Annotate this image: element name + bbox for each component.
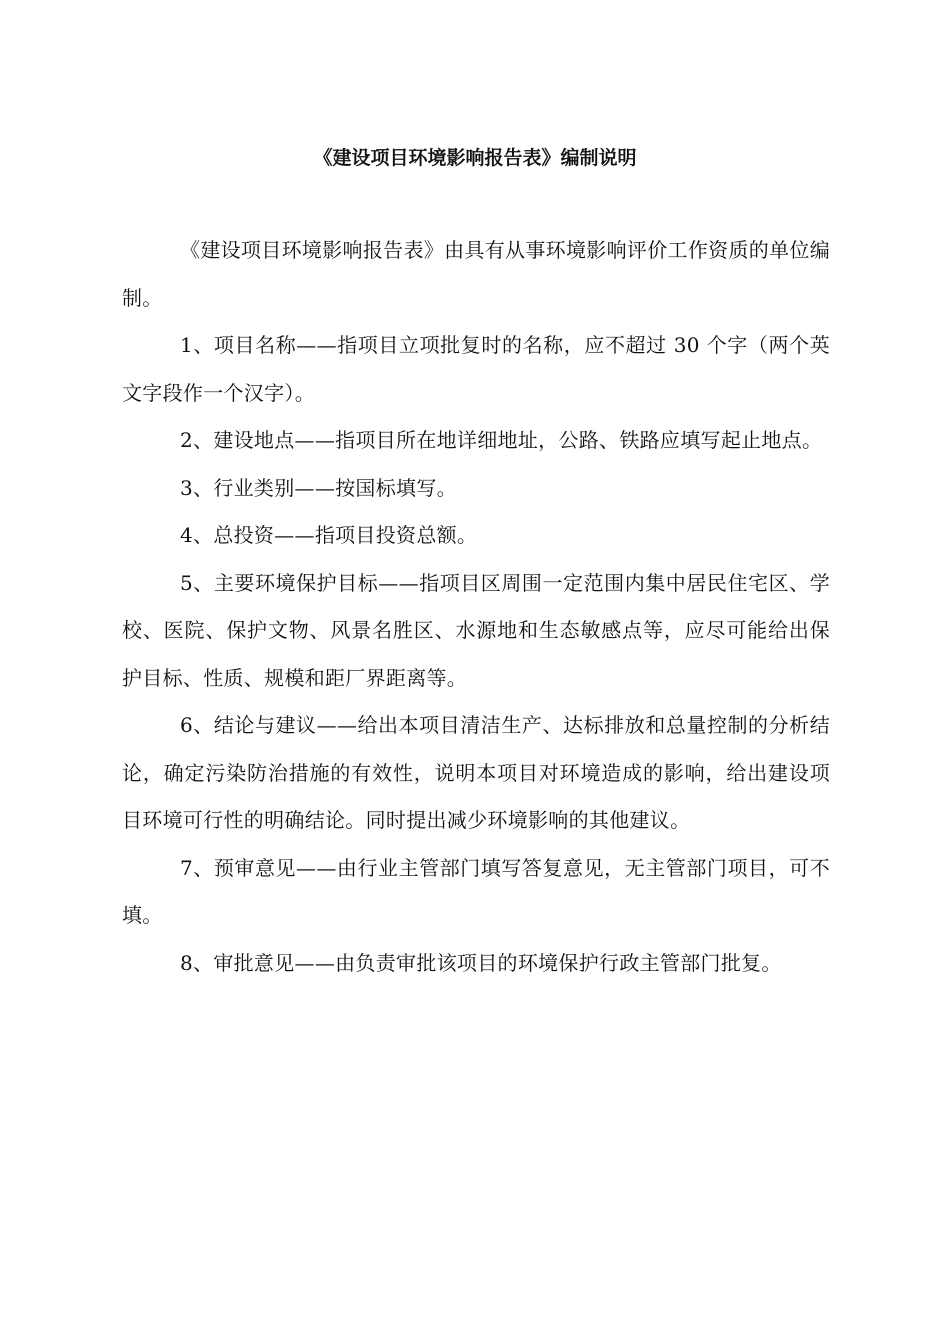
document-title: 《建设项目环境影响报告表》编制说明 [313,147,637,169]
paragraph-conclusions: 6、结论与建议——给出本项目清洁生产、达标排放和总量控制的分析结论，确定污染防治措施的有效性，说明本项目对环境造成的影响，给出建设项目环境可行性的明确结论。同时提出减少环境影响的其他建议。 [122,713,830,832]
paragraph-intro: 《建设项目环境影响报告表》由具有从事环境影响评价工作资质的单位编制。 [122,238,830,310]
paragraph-construction-site: 2、建设地点——指项目所在地详细地址，公路、铁路应填写起止地点。 [180,428,823,452]
document-body [122,227,830,987]
paragraph-protection-targets: 5、主要环境保护目标——指项目区周围一定范围内集中居民住宅区、学校、医院、保护文物、风景名胜区、水源地和生态敏感点等，应尽可能给出保护目标、性质、规模和距厂界距离等。 [122,570,830,690]
paragraph-total-investment: 4、总投资——指项目投资总额。 [180,523,478,547]
paragraph-industry-category: 3、行业类别——按国标填写。 [180,475,457,500]
paragraph-approval: 8、审批意见——由负责审批该项目的环境保护行政主管部门批复。 [180,950,782,975]
paragraph-pre-review: 7、预审意见——由行业主管部门填写答复意见，无主管部门项目，可不填。 [122,855,830,927]
paragraph-project-name: 1、项目名称——指项目立项批复时的名称，应不超过 30 个字（两个英文字段作一个汉字）。 [122,333,830,405]
